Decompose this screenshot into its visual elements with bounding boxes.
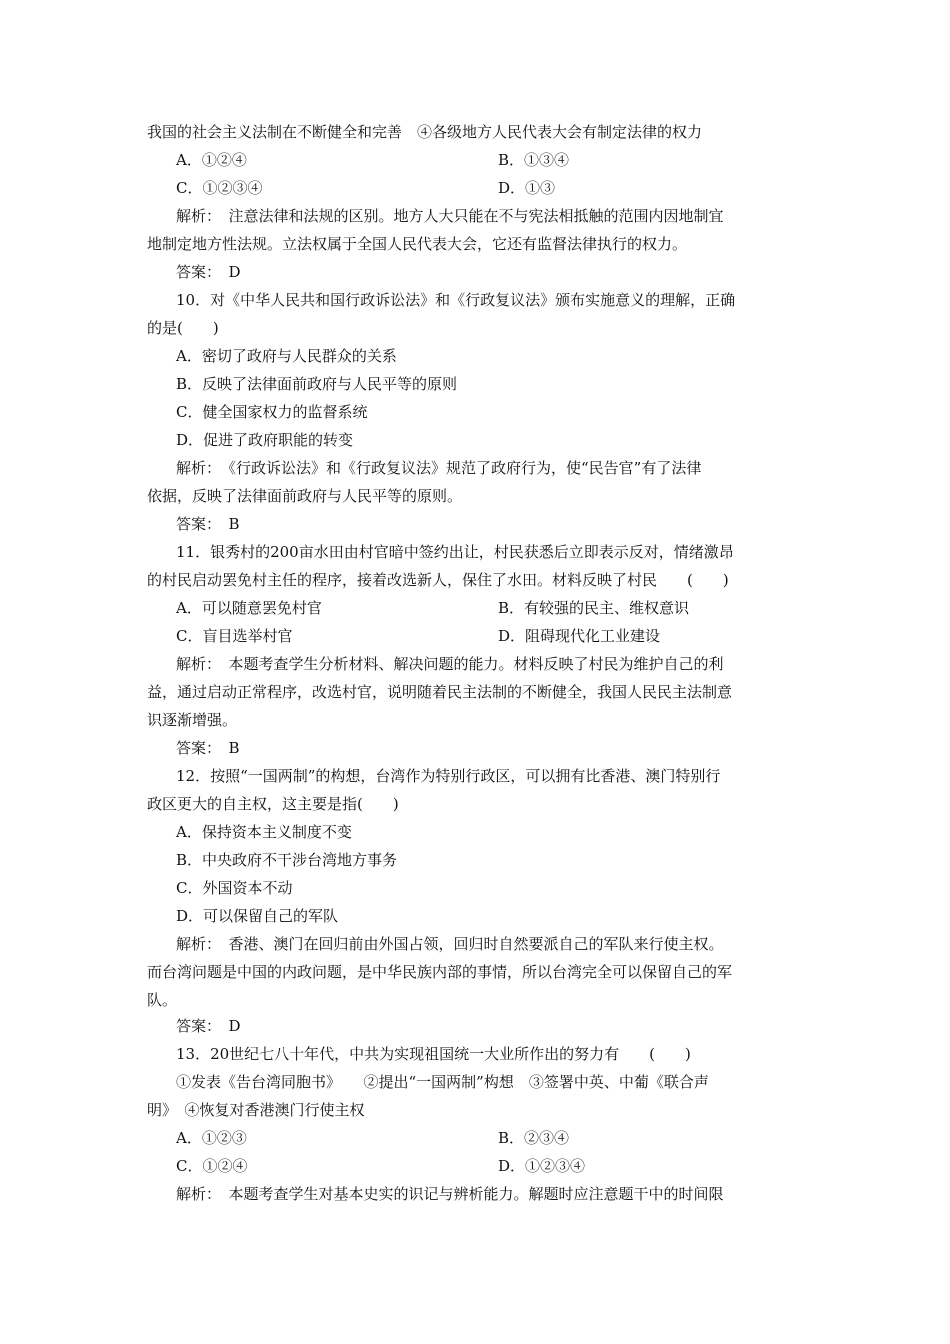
answer-line: 答案： D: [176, 263, 241, 281]
option-c: C．①②③④: [176, 179, 263, 197]
option-c: C．盲目选举村官: [176, 627, 293, 645]
option-b: B．②③④: [498, 1129, 570, 1147]
option-a: A．①②③: [176, 1129, 247, 1147]
option-row: [176, 1156, 586, 1176]
option-a: A．①②④: [176, 151, 247, 169]
analysis-line: 解析： 本题考查学生分析材料、解决问题的能力。材料反映了村民为维护自己的利: [176, 655, 724, 673]
option-d: D．①②③④: [498, 1157, 586, 1175]
analysis-line: 解析： 香港、澳门在回归前由外国占领，回归时自然要派自己的军队来行使主权。: [176, 935, 724, 953]
option-d: D．①③: [498, 179, 556, 197]
analysis-line: 益，通过启动正常程序，改选村官，说明随着民主法制的不断健全，我国人民民主法制意: [147, 683, 733, 701]
option-row: [176, 178, 556, 198]
option-row: [176, 1128, 570, 1148]
question-line: 明》 ④恢复对香港澳门行使主权: [147, 1101, 365, 1119]
question-line: ①发表《告台湾同胞书》 ②提出“一国两制”构想 ③签署中英、中葡《联合声: [176, 1073, 709, 1091]
answer-line: 答案： B: [176, 739, 240, 757]
option-c: C．①②④: [176, 1157, 248, 1175]
analysis-line: 队。: [147, 991, 178, 1009]
option-d: D．阻碍现代化工业建设: [498, 627, 661, 645]
question-line: 10．对《中华人民共和国行政诉讼法》和《行政复议法》颁布实施意义的理解，正确: [176, 291, 736, 309]
option-a: A．保持资本主义制度不变: [176, 823, 352, 841]
question-line: 的村民启动罢免村主任的程序，接着改选新人，保住了水田。材料反映了村民 ( ): [147, 571, 729, 589]
answer-line: 答案： B: [176, 515, 240, 533]
question-line: 13．20世纪七八十年代，中共为实现祖国统一大业所作出的努力有 ( ): [176, 1045, 691, 1063]
analysis-line: 解析： 注意法律和法规的区别。地方人大只能在不与宪法相抵触的范围内因地制宜: [176, 207, 724, 225]
option-b: B．反映了法律面前政府与人民平等的原则: [176, 375, 458, 393]
analysis-line: 解析： 《行政诉讼法》和《行政复议法》规范了政府行为，使“民告官”有了法律: [176, 459, 702, 477]
option-row: [176, 150, 570, 170]
option-d: D．可以保留自己的军队: [176, 907, 339, 925]
analysis-line: 依据，反映了法律面前政府与人民平等的原则。: [147, 487, 463, 505]
option-row: [176, 626, 661, 646]
option-b: B．有较强的民主、维权意识: [498, 599, 690, 617]
analysis-line: 地制定地方性法规。立法权属于全国人民代表大会，它还有监督法律执行的权力。: [147, 235, 688, 253]
question-line: 的是( ): [147, 319, 219, 337]
analysis-line: 解析： 本题考查学生对基本史实的识记与辨析能力。解题时应注意题干中的时间限: [176, 1185, 724, 1203]
option-d: D．促进了政府职能的转变: [176, 431, 354, 449]
question-line: 12．按照“一国两制”的构想，台湾作为特别行政区，可以拥有比香港、澳门特别行: [176, 767, 721, 785]
option-a: A．可以随意罢免村官: [176, 599, 322, 617]
option-a: A．密切了政府与人民群众的关系: [176, 347, 397, 365]
text-line: 我国的社会主义法制在不断健全和完善 ④各级地方人民代表大会有制定法律的权力: [147, 123, 703, 141]
option-c: C．外国资本不动: [176, 879, 293, 897]
option-b: B．中央政府不干涉台湾地方事务: [176, 851, 398, 869]
option-row: [176, 598, 690, 618]
option-c: C．健全国家权力的监督系统: [176, 403, 368, 421]
question-line: 11．银秀村的200亩水田由村官暗中签约出让，村民获悉后立即表示反对，情绪激昂: [176, 543, 734, 561]
analysis-line: 识逐渐增强。: [147, 711, 238, 729]
answer-line: 答案： D: [176, 1017, 241, 1035]
option-b: B．①③④: [498, 151, 570, 169]
analysis-line: 而台湾问题是中国的内政问题，是中华民族内部的事情，所以台湾完全可以保留自己的军: [147, 963, 733, 981]
question-line: 政区更大的自主权，这主要是指( ): [147, 795, 399, 813]
